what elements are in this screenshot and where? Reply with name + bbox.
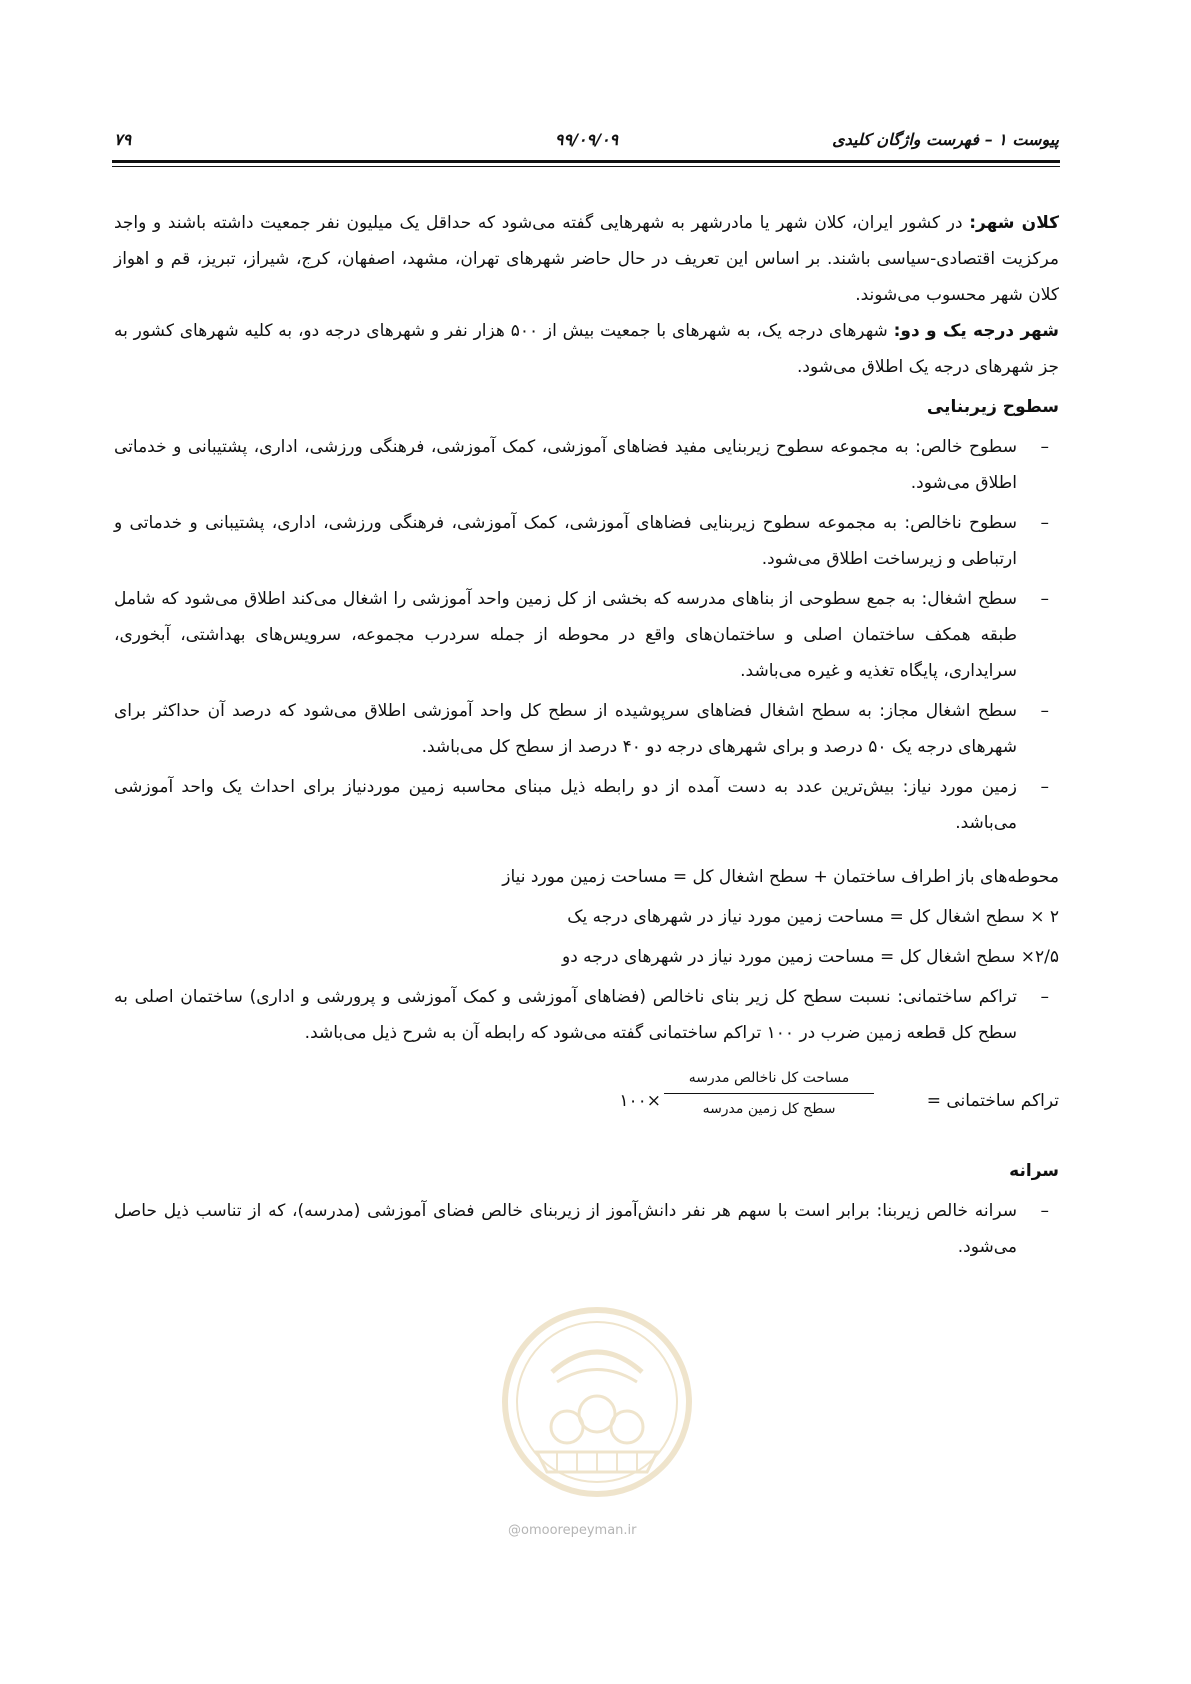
watermark-seal-icon — [497, 1302, 697, 1502]
infrastructure-list — [114, 429, 1059, 841]
formula-fraction — [664, 1067, 874, 1120]
term-metropolis: کلان شهر: — [969, 213, 1059, 233]
list-item: – سطوح خالص: به مجموعه سطوح زیربنایی مفید فضاهای آموزشی، کمک آموزشی، فرهنگی ورزشی، اداری، پشتیبانی و خدماتی اطلاق می‌شود. — [114, 429, 1059, 501]
watermark-url: @omoorepeyman.ir — [508, 1523, 637, 1538]
list-item: – سطح اشغال: به جمع سطوحی از بناهای مدرسه که بخشی از کل زمین واحد آموزشی را اشغال می‌کند اطلاق می‌شود که شامل طبقه همکف ساختمان اصلی و ساختمان‌های واقع در محوطه از جمله سردرب مجموعه، سرویس‌های بهداشتی، آبخوری، سرایداری، پایگاه تغذیه و غیره می‌باشد. — [114, 581, 1059, 689]
formula-denominator: سطح کل زمین مدرسه — [702, 1101, 836, 1117]
definition-city-grade-text: شهرهای درجه یک، به شهرهای با جمعیت بیش از ۵۰۰ هزار نفر و شهرهای درجه دو، به کلیه شهرهای کشور به جز شهرهای درجه یک اطلاق می‌شود. — [114, 321, 1059, 377]
equation-grade-two: ۲/۵× سطح اشغال کل = مساحت زمین مورد نیاز در شهرهای درجه دو — [562, 947, 1059, 967]
formula-label: تراکم ساختمانی = — [926, 1091, 1059, 1111]
section-title-per-capita: سرانه — [1009, 1161, 1059, 1181]
definition-metropolis-text: در کشور ایران، کلان شهر یا مادرشهر به شهرهایی گفته می‌شود که حداقل یک میلیون نفر جمعیت داشته باشند و واجد مرکزیت اقتصادی-سیاسی باشند. بر اساس این تعریف در حال حاضر شهرهای تهران، مشهد، اصفهان، کرج، شیراز، تبریز، قم و اهواز کلان شهر محسوب می‌شوند. — [114, 213, 1059, 305]
definition-metropolis — [114, 205, 1059, 313]
list-item: – زمین مورد نیاز: بیش‌ترین عدد به دست آمده از دو رابطه ذیل مبنای محاسبه زمین موردنیاز برای احداث یک واحد آموزشی می‌باشد. — [114, 769, 1059, 841]
density-list — [114, 979, 1059, 1051]
definition-city-grade — [114, 313, 1059, 385]
list-item: – سرانه خالص زیربنا: برابر است با سهم هر نفر دانش‌آموز از زیربنای خالص فضای آموزشی (مدرسه)، که از تناسب ذیل حاصل می‌شود. — [114, 1193, 1059, 1265]
equation-grade-one: ۲ × سطح اشغال کل = مساحت زمین مورد نیاز در شهرهای درجه یک — [567, 907, 1059, 927]
term-city-grade: شهر درجه یک و دو: — [893, 321, 1059, 341]
header-date: ۹۹/۰۹/۰۹ — [554, 130, 619, 149]
page-header — [114, 130, 1059, 154]
density-formula — [114, 1065, 1059, 1135]
formula-multiplier: ×۱۰۰ — [619, 1091, 661, 1111]
list-item: – سطوح ناخالص: به مجموعه سطوح زیربنایی فضاهای آموزشی، کمک آموزشی، فرهنگی ورزشی، اداری، پشتیبانی و خدماتی و ارتباطی و زیرساخت اطلاق می‌شود. — [114, 505, 1059, 577]
list-item: – تراکم ساختمانی: نسبت سطح کل زیر بنای ناخالص (فضاهای آموزشی و کمک آموزشی و پرورشی و اداری) ساختمان اصلی به سطح کل قطعه زمین ضرب در ۱۰۰ تراکم ساختمانی گفته می‌شود که رابطه آن به شرح ذیل می‌باشد. — [114, 979, 1059, 1051]
header-rule-thick — [112, 160, 1060, 163]
list-item: – سطح اشغال مجاز: به سطح اشغال فضاهای سرپوشیده از سطح کل واحد آموزشی اطلاق می‌شود که درصد آن حداکثر برای شهرهای درجه یک ۵۰ درصد و برای شهرهای درجه دو ۴۰ درصد از سطح کل می‌باشد. — [114, 693, 1059, 765]
formula-numerator: مساحت کل ناخالص مدرسه — [664, 1067, 874, 1094]
document-body — [114, 205, 1059, 1269]
equation-required-land: محوطه‌های باز اطراف ساختمان + سطح اشغال کل = مساحت زمین مورد نیاز — [502, 867, 1059, 887]
section-title-infrastructure: سطوح زیربنایی — [926, 397, 1059, 417]
header-chapter-title: پیوست ۱ – فهرست واژگان کلیدی — [832, 130, 1059, 149]
page-number: ۷۹ — [114, 130, 132, 149]
per-capita-list — [114, 1193, 1059, 1265]
header-rule-thin — [112, 166, 1060, 167]
